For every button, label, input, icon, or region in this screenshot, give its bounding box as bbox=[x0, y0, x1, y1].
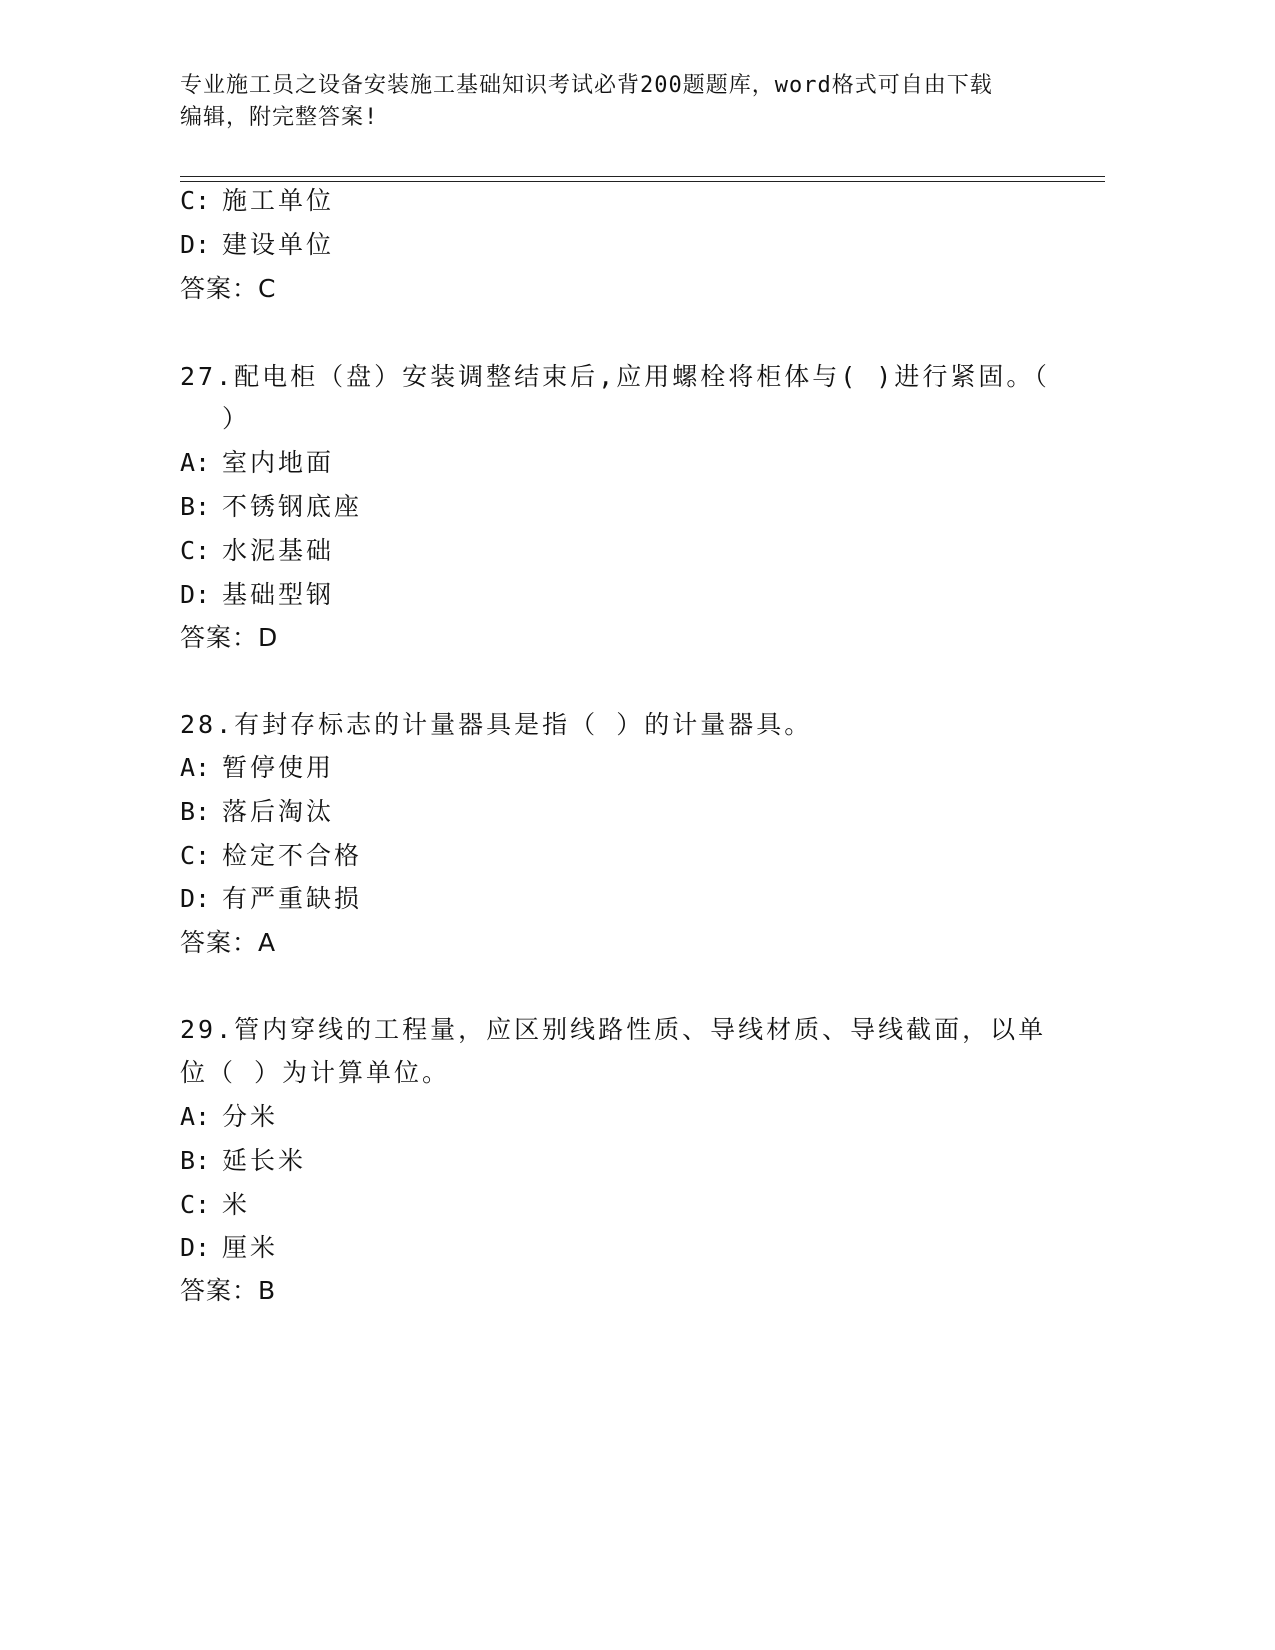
option-label: D: bbox=[180, 230, 211, 259]
option-label: A: bbox=[180, 753, 211, 782]
q29-option-d bbox=[180, 1233, 278, 1263]
option-label: C: bbox=[180, 186, 211, 215]
option-label: A: bbox=[180, 1102, 211, 1131]
q28-stem-line1: 28.有封存标志的计量器具是指（ ）的计量器具。 bbox=[180, 710, 813, 739]
option-text: 厘米 bbox=[222, 1233, 279, 1262]
q27-option-a bbox=[180, 448, 334, 478]
header-divider-top bbox=[180, 176, 1105, 177]
header-divider-bottom bbox=[180, 181, 1105, 182]
option-label: D: bbox=[180, 580, 211, 609]
q27-stem-line1: 27.配电柜（盘）安装调整结束后,应用螺栓将柜体与( )进行紧固。（ bbox=[180, 362, 1050, 391]
q29-answer: 答案：B bbox=[180, 1276, 277, 1305]
q29-option-a bbox=[180, 1102, 278, 1132]
option-label: C: bbox=[180, 841, 211, 870]
option-text: 米 bbox=[222, 1190, 251, 1219]
option-label: B: bbox=[180, 797, 211, 826]
option-text: 施工单位 bbox=[222, 186, 335, 215]
option-text: 基础型钢 bbox=[222, 580, 335, 609]
q29-stem-line2: 位（ ）为计算单位。 bbox=[180, 1058, 451, 1087]
q26-answer: 答案：C bbox=[180, 274, 277, 303]
q27-option-c bbox=[180, 536, 334, 566]
q27-option-d bbox=[180, 580, 334, 610]
q27-stem-line2: ） bbox=[222, 404, 251, 433]
option-label: D: bbox=[180, 884, 211, 913]
option-text: 暂停使用 bbox=[222, 753, 335, 782]
q29-stem-line1: 29.管内穿线的工程量，应区别线路性质、导线材质、导线截面，以单 bbox=[180, 1015, 1047, 1044]
option-label: A: bbox=[180, 448, 211, 477]
option-text: 室内地面 bbox=[222, 448, 335, 477]
q28-option-d bbox=[180, 884, 362, 914]
q28-answer: 答案：A bbox=[180, 928, 277, 957]
option-text: 水泥基础 bbox=[222, 536, 335, 565]
q27-option-b bbox=[180, 492, 362, 522]
option-label: D: bbox=[180, 1233, 211, 1262]
q29-option-b bbox=[180, 1146, 306, 1176]
q26-option-c bbox=[180, 186, 334, 216]
q28-option-c bbox=[180, 841, 362, 871]
option-label: B: bbox=[180, 492, 211, 521]
option-text: 落后淘汰 bbox=[222, 797, 335, 826]
q28-option-a bbox=[180, 753, 334, 783]
option-text: 分米 bbox=[222, 1102, 279, 1131]
option-label: B: bbox=[180, 1146, 211, 1175]
q27-answer: 答案：D bbox=[180, 623, 279, 652]
header-title-line1: 专业施工员之设备安装施工基础知识考试必背200题题库，word格式可自由下载 bbox=[180, 73, 993, 98]
option-text: 延长米 bbox=[222, 1146, 307, 1175]
document-header bbox=[180, 70, 1060, 134]
header-title-line2: 编辑，附完整答案! bbox=[180, 105, 379, 130]
option-text: 建设单位 bbox=[222, 230, 335, 259]
q28-option-b bbox=[180, 797, 334, 827]
q29-option-c bbox=[180, 1190, 250, 1220]
option-label: C: bbox=[180, 536, 211, 565]
option-text: 检定不合格 bbox=[222, 841, 363, 870]
option-label: C: bbox=[180, 1190, 211, 1219]
option-text: 不锈钢底座 bbox=[222, 492, 363, 521]
option-text: 有严重缺损 bbox=[222, 884, 363, 913]
q26-option-d bbox=[180, 230, 334, 260]
